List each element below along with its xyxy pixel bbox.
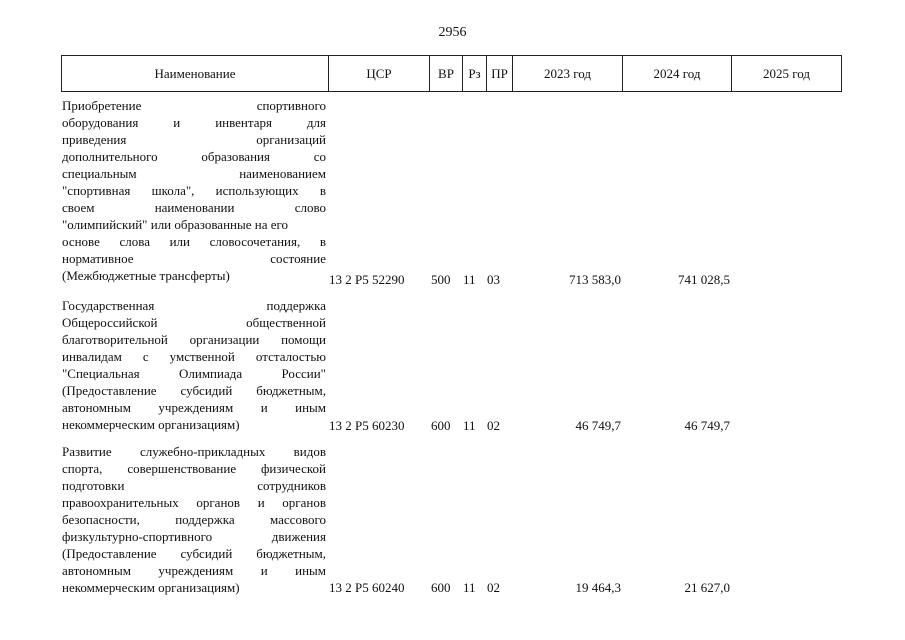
cell-csr: 13 2 Р5 60240 (329, 580, 405, 595)
row-name-line: физкультурно-спортивного движения (62, 529, 326, 544)
header-csr: ЦСР (329, 56, 430, 91)
row-name-line: спорта, совершенствование физической (62, 461, 326, 476)
cell-2023: 46 749,7 (575, 418, 621, 433)
row-name-line: Развитие служебно-прикладных видов (62, 444, 326, 459)
row-name-line: дополнительного образования со (62, 149, 326, 164)
cell-rz: 11 (463, 580, 476, 595)
cell-pr: 02 (487, 418, 500, 433)
header-2025: 2025 год (763, 65, 810, 81)
row-name (62, 97, 326, 284)
row-name-line: оборудования и инвентаря для (62, 115, 326, 130)
row-name-line: инвалидам с умственной отсталостью (62, 349, 326, 364)
row-name-line: безопасности, поддержка массового (62, 512, 326, 527)
cell-2023: 19 464,3 (575, 580, 621, 595)
row-name-line: нормативное состояние (62, 251, 326, 266)
cell-2024: 741 028,5 (678, 272, 730, 287)
row-name (62, 443, 326, 596)
row-name-line: некоммерческим организациям) (62, 580, 240, 595)
cell-rz: 11 (463, 272, 476, 287)
page-number: 2956 (438, 25, 467, 40)
row-name-line: правоохранительных органов и органов (62, 495, 326, 510)
row-name-line: автономным учреждениям и иным (62, 563, 326, 578)
row-name-line: некоммерческим организациям) (62, 417, 240, 432)
row-name-line: автономным учреждениям и иным (62, 400, 326, 415)
row-name-line: основе слова или словосочетания, в (62, 234, 326, 249)
cell-csr: 13 2 Р5 52290 (329, 272, 405, 287)
row-name-line: Государственная поддержка (62, 298, 326, 313)
row-name-line: специальным наименованием (62, 166, 326, 181)
row-name-line: "Специальная Олимпиада России" (62, 366, 326, 381)
row-name-line: приведения организаций (62, 132, 326, 147)
header-name: Наименование (62, 56, 329, 91)
row-values (0, 271, 905, 288)
row-name-line: (Предоставление субсидий бюджетным, (62, 546, 326, 561)
cell-pr: 03 (487, 272, 500, 287)
row-name-line: "спортивная школа", использующих в (62, 183, 326, 198)
cell-pr: 02 (487, 580, 500, 595)
row-values (0, 579, 905, 596)
row-values (0, 417, 905, 434)
cell-vr: 600 (431, 418, 451, 433)
row-name-line: (Межбюджетные трансферты) (62, 268, 230, 283)
cell-vr: 500 (431, 272, 451, 287)
cell-2023: 713 583,0 (569, 272, 621, 287)
row-name-line: подготовки сотрудников (62, 478, 326, 493)
header-2024: 2024 год (623, 56, 732, 91)
header-rz: Рз (463, 56, 487, 91)
header-2023: 2023 год (513, 56, 623, 91)
cell-csr: 13 2 Р5 60230 (329, 418, 405, 433)
row-name-line: своем наименовании слово (62, 200, 326, 215)
cell-vr: 600 (431, 580, 451, 595)
row-name-line: благотворительной организации помощи (62, 332, 326, 347)
cell-2024: 21 627,0 (684, 580, 730, 595)
table-header (61, 55, 842, 92)
row-name-line: Приобретение спортивного (62, 98, 326, 113)
row-name-line: "олимпийский" или образованные на его (62, 217, 288, 232)
header-vr: ВР (430, 56, 463, 91)
row-name-line: Общероссийской общественной (62, 315, 326, 330)
cell-rz: 11 (463, 418, 476, 433)
row-name (62, 297, 326, 433)
row-name-line: (Предоставление субсидий бюджетным, (62, 383, 326, 398)
cell-2024: 46 749,7 (684, 418, 730, 433)
header-pr: ПР (487, 56, 513, 91)
